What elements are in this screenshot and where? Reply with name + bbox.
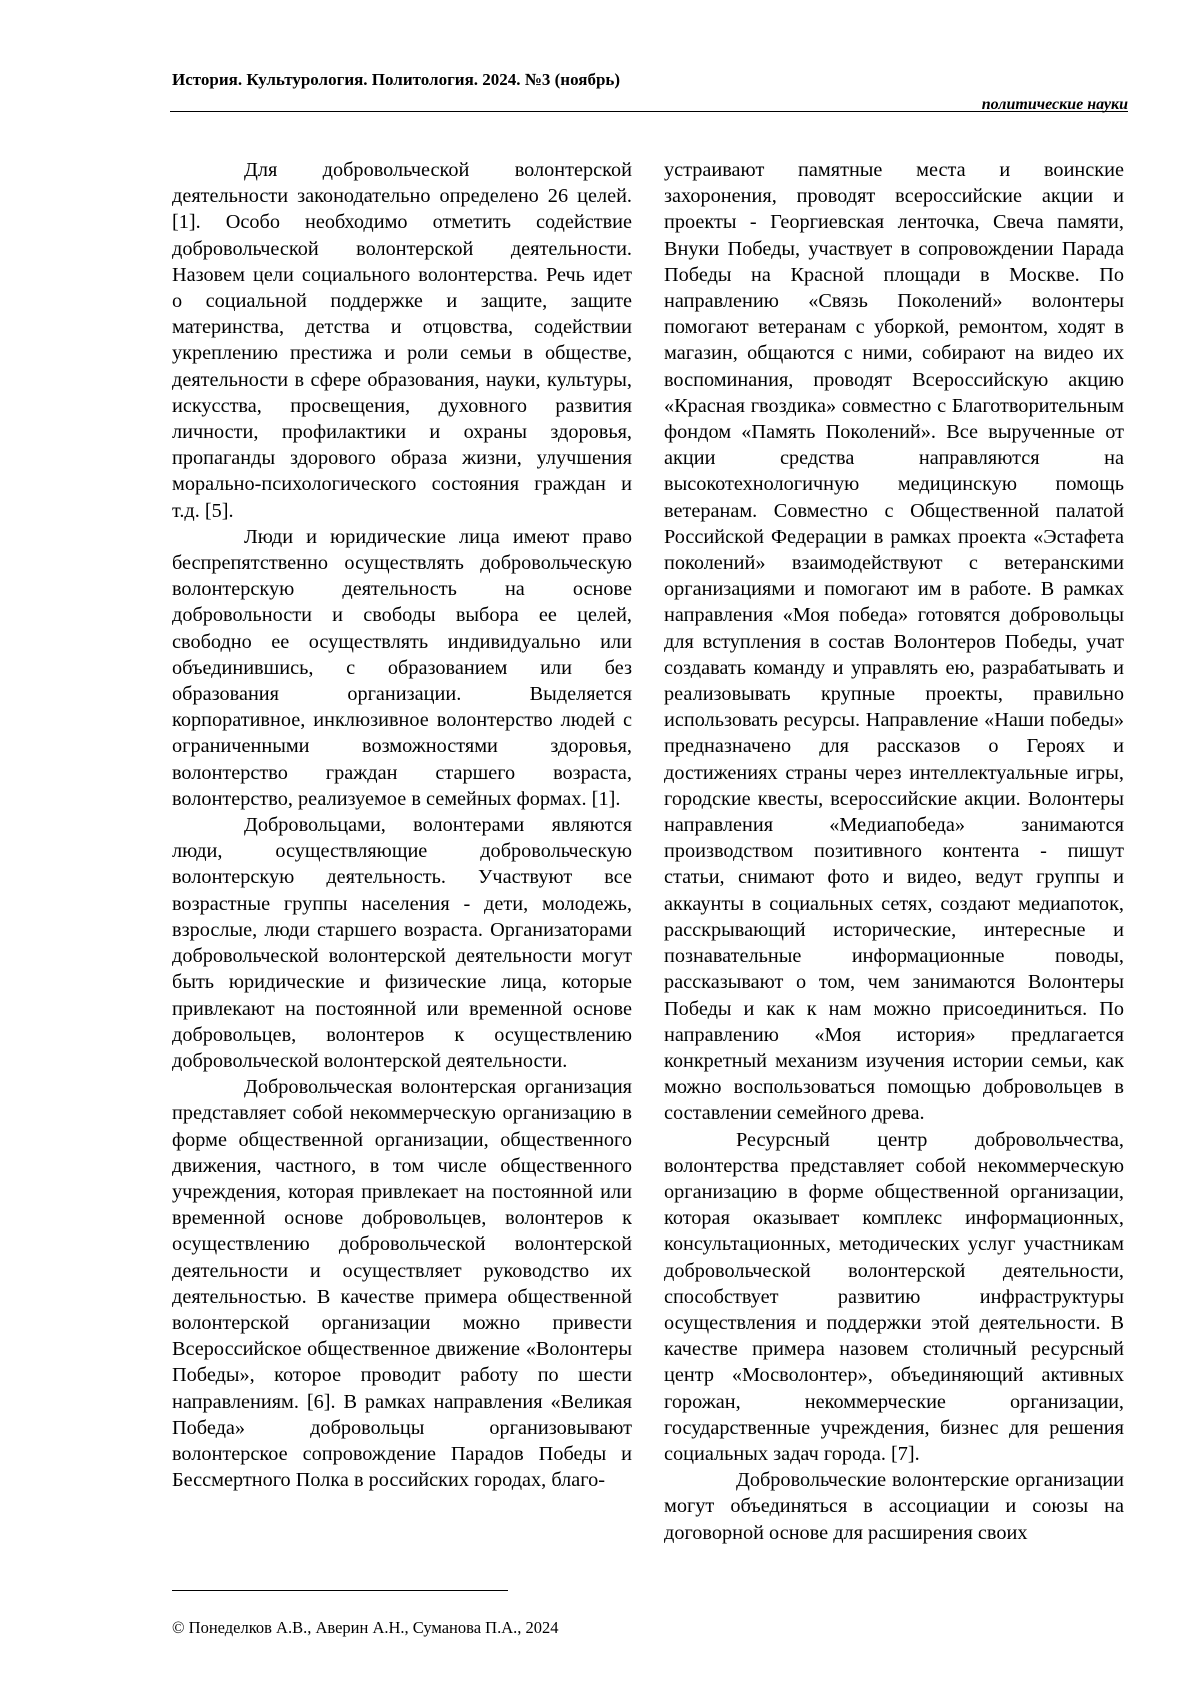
section-label: политические науки: [981, 96, 1128, 113]
paragraph: Для добровольческой волонтерской деятельности законодательно определено 26 целей. [1]. Особо необходимо отметить содействие добровольческой волонтерской деятельности. Назовем цели социального волонтерства. Речь идет о социальной поддержке и защите, защите материнства, детства и отцовства, содействии укреплению престижа и роли семьи в обществе, деятельности в сфере образования, науки, культуры, искусства, просвещения, духовного развития личности, профилактики и охраны здоровья, пропаганды здорового образа жизни, улучшения морально-психологического состояния граждан и т.д. [5].: [172, 159, 632, 522]
header-rule: [170, 111, 1128, 112]
footnote-rule: [172, 1590, 508, 1591]
paragraph-continued: устраивают памятные места и воинские захоронения, проводят всероссийские акции и проекты - Георгиевская ленточка, Свеча памяти, Внуки Победы, участвует в сопровождении Парада Победы на Красной площади в Москве. По направлению «Связь Поколений» волонтеры помогают ветеранам с уборкой, ремонтом, ходят в магазин, общаются с ними, собирают на видео их воспоминания, проводят Всероссийскую акцию «Красная гвоздика» совместно с Благотворительным фондом «Память Поколений». Все вырученные от акции средства направляются на высокотехнологичную медицинскую помощь ветеранам. Совместно с Общественной палатой Российской Федерации в рамках проекта «Эстафета поколений» взаимодействуют с ветеранскими организациями и помогают им в работе. В рамках направления «Моя победа» готовятся добровольцы для вступления в состав Волонтеров Победы, учат создавать команду и управлять ею, разрабатывать и реализовывать крупные проекты, правильно использовать ресурсы. Направление «Наши победы» предназначено для рассказов о Героях и достижениях страны через интеллектуальные игры, городские квесты, всероссийские акции. Волонтеры направления «Медиапобеда» занимаются производством позитивного контента - пишут статьи, снимают фото и видео, ведут группы и аккаунты в социальных сетях, создают медиапоток, расскрывающий исторические, интересные и познавательные информационные поводы, рассказывают о том, чем занимаются Волонтеры Победы и как к нам можно присоединиться. По направлению «Моя история» предлагается конкретный механизм изучения истории семьи, как можно воспользоваться помощью добровольцев в составлении семейного древа.: [664, 159, 1124, 1125]
paragraph: Люди и юридические лица имеют право беспрепятственно осуществлять добровольческую волонтерскую деятельность на основе добровольности и свободы выбора ее целей, свободно ее осуществлять индивидуально или объединившись, с образованием или без образования организации. Выделяется корпоративное, инклюзивное волонтерство людей с ограниченными возможностями здоровья, волонтерство граждан старшего возраста, волонтерство, реализуемое в семейных формах. [1].: [172, 525, 632, 810]
paragraph: Добровольцами, волонтерами являются люди, осуществляющие добровольческую волонтерскую деятельность. Участвуют все возрастные группы населения - дети, молодежь, взрослые, люди старшего возраста. Организаторами добровольческой волонтерской деятельности могут быть юридические и физические лица, которые привлекают на постоянной или временной основе добровольцев, волонтеров к осуществлению добровольческой волонтерской деятельности.: [172, 814, 632, 1072]
left-column: [172, 157, 632, 1493]
copyright-note: © Понеделков А.В., Аверин А.Н., Суманова П.А., 2024: [172, 1618, 559, 1637]
paragraph: Добровольческая волонтерская организация представляет собой некоммерческую организацию в форме общественной организации, общественного движения, частного, в том числе общественного учреждения, которая привлекает на постоянной или временной основе добровольцев, волонтеров к осуществлению добровольческой волонтерской деятельности и осуществляет руководство их деятельностью. В качестве примера общественной волонтерской организации можно привести Всероссийское общественное движение «Волонтеры Победы», которое проводит работу по шести направлениям. [6]. В рамках направления «Великая Победа» добровольцы организовывают волонтерское сопровождение Парадов Победы и Бессмертного Полка в российских городах, благо-: [172, 1076, 632, 1492]
right-column: [664, 157, 1124, 1546]
paragraph: Добровольческие волонтерские организации могут объединяться в ассоциации и союзы на договорной основе для расширения своих: [664, 1469, 1124, 1544]
journal-title: История. Культурология. Политология. 2024. №3 (ноябрь): [172, 70, 621, 89]
paragraph: Ресурсный центр добровольчества, волонтерства представляет собой некоммерческую организацию в форме общественной организации, которая оказывает комплекс информационных, консультационных, методических услуг участникам добровольческой волонтерской деятельности, способствует развитию инфраструктуры осуществления и поддержки этой деятельности. В качестве примера назовем столичный ресурсный центр «Мосволонтер», объединяющий активных горожан, некоммерческие организации, государственные учреждения, бизнес для решения социальных задач города. [7].: [664, 1128, 1124, 1465]
